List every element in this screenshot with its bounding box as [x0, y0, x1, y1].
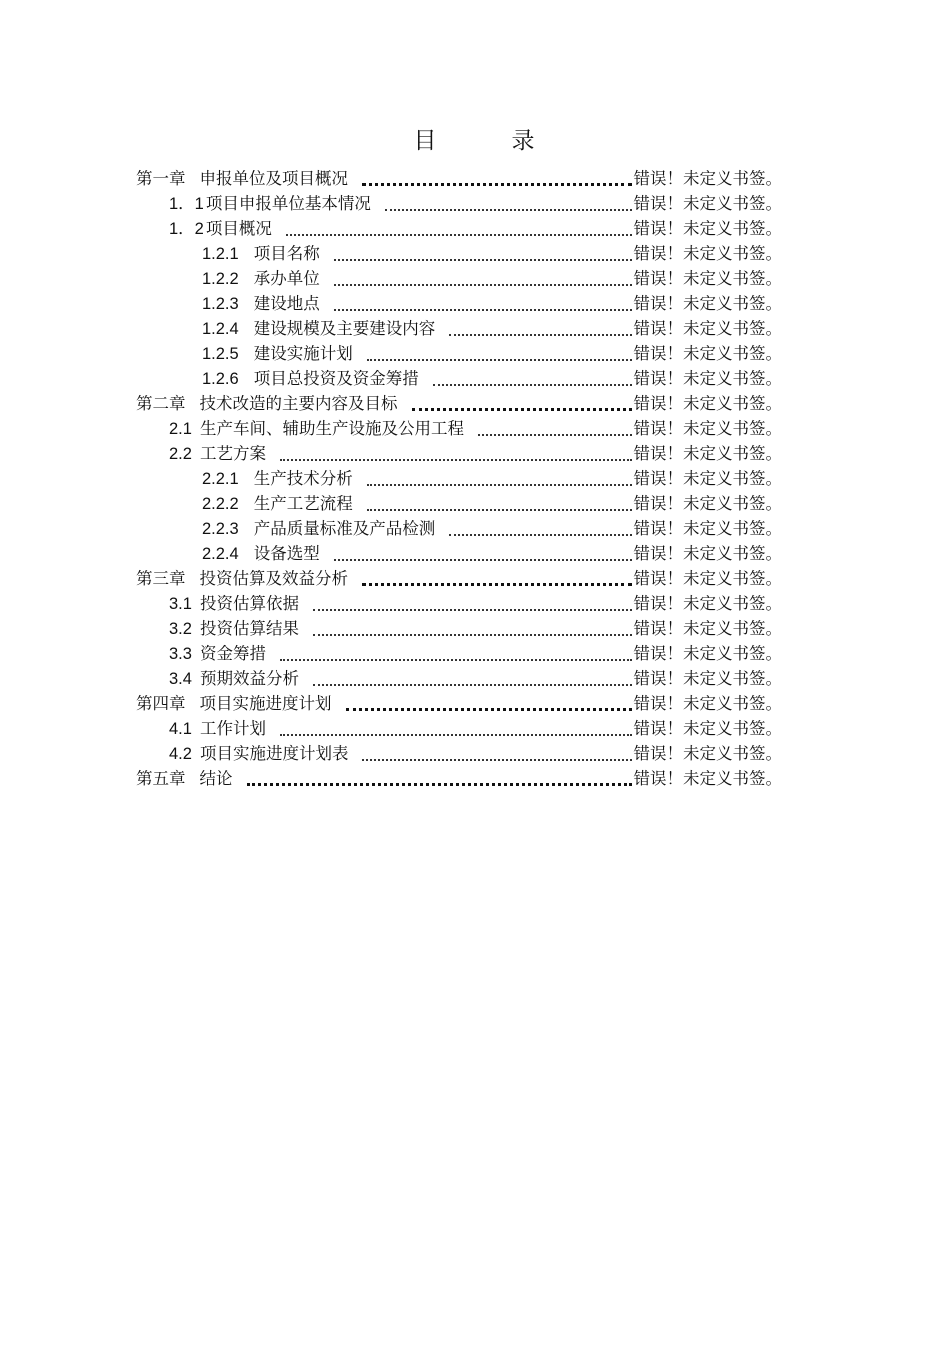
toc-entry[interactable] [136, 715, 782, 740]
toc-entry-page-ref: 错误！未定义书签。 [633, 469, 782, 488]
toc-entry-number: 1.2.5 [202, 345, 239, 363]
toc-dot-leader [385, 209, 632, 211]
toc-dot-leader [362, 183, 632, 186]
toc-entry-page-ref: 错误！未定义书签。 [633, 519, 782, 538]
toc-entry[interactable] [136, 440, 782, 465]
toc-entry-label: 工艺方案 [199, 444, 266, 463]
toc-entry-number: 3.2 [169, 620, 192, 638]
toc-entry[interactable] [136, 265, 782, 290]
toc-entry-number: 第二章 [136, 394, 186, 413]
toc-dot-leader [334, 259, 632, 261]
toc-entry-label: 设备选型 [253, 544, 320, 563]
toc-entry-page-ref: 错误！未定义书签。 [633, 444, 782, 463]
toc-dot-leader [367, 484, 632, 486]
toc-entry-number: 2.2.2 [202, 495, 239, 513]
toc-entry-label: 技术改造的主要内容及目标 [199, 394, 398, 413]
toc-entry-page-ref: 错误！未定义书签。 [633, 169, 782, 188]
toc-entry[interactable] [136, 540, 782, 565]
toc-entry-page-ref: 错误！未定义书签。 [633, 319, 782, 338]
toc-entry-page-ref: 错误！未定义书签。 [633, 244, 782, 263]
toc-entry-page-ref: 错误！未定义书签。 [633, 294, 782, 313]
toc-entry-label: 结论 [199, 769, 233, 788]
toc-entry-number: 1．1 [169, 195, 204, 213]
toc-entry[interactable] [136, 290, 782, 315]
toc-entry[interactable] [136, 565, 782, 590]
toc-dot-leader [449, 534, 631, 536]
toc-entry-number: 2.2.3 [202, 520, 239, 538]
toc-entry-number: 1.2.2 [202, 270, 239, 288]
toc-entry-number: 第一章 [136, 169, 186, 188]
toc-entry-label: 项目实施进度计划表 [199, 744, 349, 763]
toc-entry[interactable] [136, 190, 782, 215]
toc-entry-page-ref: 错误！未定义书签。 [633, 394, 782, 413]
toc-entry-label: 建设实施计划 [253, 344, 353, 363]
toc-entry-number: 2.1 [169, 420, 192, 438]
toc-title: 目 录 [413, 128, 561, 154]
toc-entry[interactable] [136, 390, 782, 415]
toc-entry-label: 项目概况 [205, 219, 272, 238]
toc-entry-page-ref: 错误！未定义书签。 [633, 194, 782, 213]
toc-entry-label: 项目总投资及资金筹措 [253, 369, 419, 388]
toc-entry[interactable] [136, 640, 782, 665]
toc-dot-leader [412, 408, 632, 411]
toc-entry[interactable] [136, 215, 782, 240]
toc-entry-page-ref: 错误！未定义书签。 [633, 219, 782, 238]
toc-entry-number: 1.2.6 [202, 370, 239, 388]
toc-dot-leader [433, 384, 632, 386]
toc-entry-label: 预期效益分析 [199, 669, 299, 688]
toc-entry-label: 工作计划 [199, 719, 266, 738]
toc-entry[interactable] [136, 690, 782, 715]
toc-entry[interactable] [136, 240, 782, 265]
toc-entry-label: 投资估算结果 [199, 619, 299, 638]
toc-dot-leader [334, 309, 632, 311]
toc-entry[interactable] [136, 590, 782, 615]
toc-dot-leader [313, 684, 632, 686]
toc-entry[interactable] [136, 415, 782, 440]
toc-entry-page-ref: 错误！未定义书签。 [633, 494, 782, 513]
toc-dot-leader [280, 734, 632, 736]
toc-dot-leader [367, 509, 632, 511]
toc-entry[interactable] [136, 615, 782, 640]
toc-entry-page-ref: 错误！未定义书签。 [633, 644, 782, 663]
toc-entry-number: 第三章 [136, 569, 186, 588]
toc-entry-label: 资金筹措 [199, 644, 266, 663]
toc-entry-label: 申报单位及项目概况 [199, 169, 348, 188]
toc-entry-number: 第五章 [136, 769, 186, 788]
toc-entry-page-ref: 错误！未定义书签。 [633, 369, 782, 388]
toc-entry-page-ref: 错误！未定义书签。 [633, 769, 782, 788]
toc-entry-page-ref: 错误！未定义书签。 [633, 269, 782, 288]
toc-dot-leader [334, 284, 632, 286]
toc-entry-page-ref: 错误！未定义书签。 [633, 719, 782, 738]
toc-dot-leader [247, 783, 632, 786]
toc-dot-leader [362, 583, 632, 586]
toc-entry[interactable] [136, 740, 782, 765]
toc-dot-leader [334, 559, 632, 561]
toc-entry-label: 项目实施进度计划 [199, 694, 332, 713]
toc-entry[interactable] [136, 165, 782, 190]
toc-entry-page-ref: 错误！未定义书签。 [633, 344, 782, 363]
toc-entry-label: 生产车间、辅助生产设施及公用工程 [199, 419, 464, 438]
toc-entry-label: 项目名称 [253, 244, 320, 263]
toc-entry-label: 建设地点 [253, 294, 320, 313]
toc-entry-number: 1.2.3 [202, 295, 239, 313]
toc-entry[interactable] [136, 315, 782, 340]
toc-entry[interactable] [136, 765, 782, 790]
toc-entry-label: 生产技术分析 [253, 469, 353, 488]
toc-entry-number: 3.1 [169, 595, 192, 613]
toc-entry-label: 建设规模及主要建设内容 [253, 319, 436, 338]
toc-entry-number: 2.2 [169, 445, 192, 463]
toc-dot-leader [280, 459, 632, 461]
toc-entry[interactable] [136, 490, 782, 515]
toc-entry-page-ref: 错误！未定义书签。 [633, 744, 782, 763]
toc-entry-number: 第四章 [136, 694, 186, 713]
toc-entry-page-ref: 错误！未定义书签。 [633, 594, 782, 613]
toc-entry-number: 1.2.1 [202, 245, 239, 263]
toc-entry-number: 2.2.1 [202, 470, 239, 488]
toc-dot-leader [280, 659, 632, 661]
toc-entry-number: 1.2.4 [202, 320, 239, 338]
toc-entry[interactable] [136, 515, 782, 540]
table-of-contents [136, 165, 782, 790]
toc-entry-page-ref: 错误！未定义书签。 [633, 694, 782, 713]
toc-entry-label: 产品质量标准及产品检测 [253, 519, 436, 538]
toc-entry[interactable] [136, 365, 782, 390]
toc-dot-leader [449, 334, 631, 336]
toc-entry-page-ref: 错误！未定义书签。 [633, 419, 782, 438]
toc-entry-label: 承办单位 [253, 269, 320, 288]
toc-entry-number: 4.2 [169, 745, 192, 763]
toc-entry-page-ref: 错误！未定义书签。 [633, 544, 782, 563]
toc-dot-leader [313, 634, 632, 636]
toc-entry-page-ref: 错误！未定义书签。 [633, 569, 782, 588]
toc-dot-leader [362, 759, 631, 761]
toc-dot-leader [286, 234, 632, 236]
toc-dot-leader [346, 708, 632, 711]
toc-entry-number: 1．2 [169, 220, 204, 238]
toc-entry-page-ref: 错误！未定义书签。 [633, 669, 782, 688]
toc-entry-number: 3.3 [169, 645, 192, 663]
toc-entry[interactable] [136, 665, 782, 690]
toc-dot-leader [313, 609, 632, 611]
toc-entry-number: 2.2.4 [202, 545, 239, 563]
toc-dot-leader [367, 359, 632, 361]
toc-entry-label: 项目申报单位基本情况 [205, 194, 371, 213]
toc-entry-label: 投资估算及效益分析 [199, 569, 348, 588]
toc-entry-label: 投资估算依据 [199, 594, 299, 613]
toc-entry-number: 3.4 [169, 670, 192, 688]
toc-entry[interactable] [136, 340, 782, 365]
toc-entry-label: 生产工艺流程 [253, 494, 353, 513]
toc-entry-number: 4.1 [169, 720, 192, 738]
toc-dot-leader [478, 434, 632, 436]
toc-entry-page-ref: 错误！未定义书签。 [633, 619, 782, 638]
toc-entry[interactable] [136, 465, 782, 490]
